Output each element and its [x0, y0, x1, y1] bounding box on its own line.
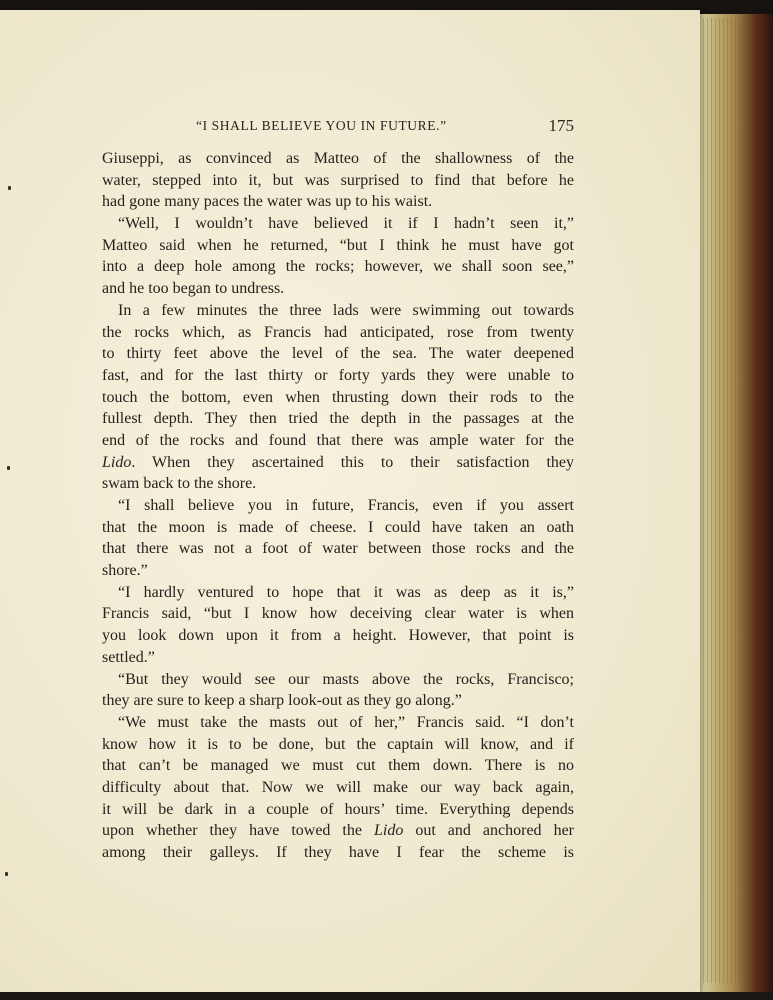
text-line: fast, and for the last thirty or forty yards they were unable to [102, 366, 574, 384]
text-line: shore.” [102, 562, 148, 580]
text-line: that can’t be managed we must cut them down. There is no [102, 757, 574, 775]
text-line: end of the rocks and found that there was ample water for the [102, 431, 574, 449]
text-line: that the moon is made of cheese. I could have taken an oath [102, 518, 574, 536]
text-line: swam back to the shore. [102, 475, 257, 493]
text-line: to thirty feet above the level of the sea. The water deepened [102, 345, 574, 363]
text-line: “I hardly ventured to hope that it was as deep as it is,” [118, 583, 574, 601]
page-edge-lines [703, 18, 743, 983]
scan-border [0, 992, 773, 1000]
text-line: and he too began to undress. [102, 280, 285, 298]
margin-mark [7, 466, 10, 470]
text-line: Francis said, “but I know how deceiving clear water is when [102, 605, 574, 623]
text-line: Lido. When they ascertained this to their satisfaction they [102, 453, 574, 471]
margin-mark [5, 872, 8, 876]
text-line: difficulty about that. Now we will make our way back again, [102, 778, 574, 796]
text-line: fullest depth. They then tried the depth in the passages at the [102, 410, 574, 428]
text-line: it will be dark in a couple of hours’ time. Everything depends [102, 800, 574, 818]
page-number: 175 [548, 116, 574, 135]
page-header [196, 118, 574, 140]
text-line: “Well, I wouldn’t have believed it if I hadn’t seen it,” [118, 215, 574, 233]
margin-mark [8, 186, 11, 190]
text-line: you look down upon it from a height. However, that point is [102, 627, 574, 645]
text-line: had gone many paces the water was up to his waist. [102, 193, 433, 211]
text-line: settled.” [102, 648, 155, 666]
text-line: among their galleys. If they have I fear the scheme is [102, 844, 574, 861]
text-line: “We must take the masts out of her,” Francis said. “I don’t [118, 713, 574, 731]
text-line: water, stepped into it, but was surprised to find that before he [102, 171, 574, 189]
text-line: upon whether they have towed the Lido out and anchored her [102, 822, 574, 840]
text-line: touch the bottom, even when thrusting down their rods to the [102, 388, 574, 406]
text-line: into a deep hole among the rocks; however, we shall soon see,” [102, 258, 574, 276]
text-line: “But they would see our masts above the rocks, Francisco; [118, 670, 574, 688]
text-line: that there was not a foot of water between those rocks and the [102, 540, 574, 558]
text-line: they are sure to keep a sharp look-out as they go along.” [102, 692, 462, 710]
running-head: “I SHALL BELIEVE YOU IN FUTURE.” [196, 118, 447, 133]
text-line: Giuseppi, as convinced as Matteo of the shallowness of the [102, 150, 574, 167]
text-line: Matteo said when he returned, “but I think he must have got [102, 236, 574, 254]
text-line: “I shall believe you in future, Francis, even if you assert [118, 497, 574, 514]
text-line: In a few minutes the three lads were swimming out towards [118, 301, 574, 319]
text-line: the rocks which, as Francis had anticipated, rose from twenty [102, 323, 574, 341]
body-text [102, 148, 574, 864]
text-line: know how it is to be done, but the captain will know, and if [102, 735, 574, 753]
